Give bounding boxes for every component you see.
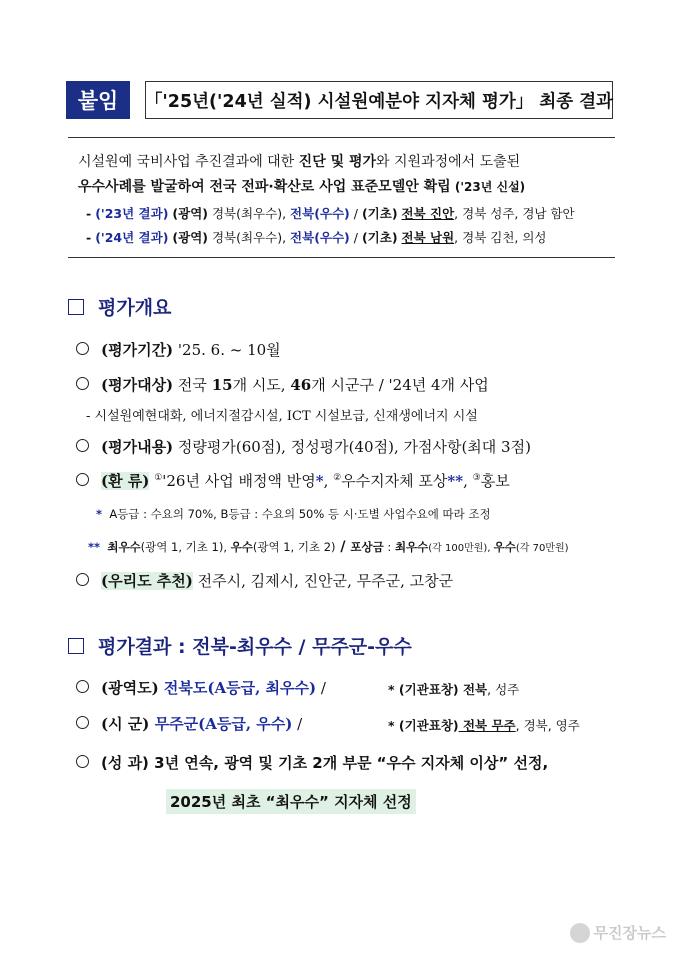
circle-bullet-icon: [76, 342, 89, 355]
circle-bullet-icon: [76, 716, 89, 729]
eval-feedback: (환 류) ①'26년 사업 배정액 반영*, ②우수지자체 포상**, ③홍보: [76, 470, 510, 491]
news-logo-icon: [570, 923, 590, 943]
intro-result-2024: - ('24년 결과) (광역) 경북(최우수), 전북(우수) / (기초) 전북 남원, 경북 김천, 의성: [86, 230, 547, 245]
result-province: (광역도) 전북도(A등급, 최우수) /: [76, 677, 326, 698]
eval-target: (평가대상) 전국 15개 시도, 46개 시군구 / '24년 4개 사업: [76, 374, 489, 395]
intro-top-rule: [68, 137, 615, 138]
eval-period: (평가기간) '25. 6. ~ 10월: [76, 339, 281, 360]
intro-bottom-rule: [68, 257, 615, 258]
square-bullet-icon: [68, 638, 84, 654]
circle-bullet-icon: [76, 573, 89, 586]
attachment-badge: 붙임: [66, 81, 130, 119]
intro-result-2023: - ('23년 결과) (광역) 경북(최우수), 전북(우수) / (기초) 전북 진안, 경북 성주, 경남 함안: [86, 206, 575, 221]
news-watermark: 무진장뉴스: [570, 922, 666, 943]
circle-bullet-icon: [76, 473, 89, 486]
section-result-heading: 평가결과 : 전북-최우수 / 무주군-우수: [68, 632, 412, 659]
circle-bullet-icon: [76, 377, 89, 390]
circle-bullet-icon: [76, 439, 89, 452]
result-achievement: (성 과) 3년 연속, 광역 및 기초 2개 부문 “우수 지자체 이상” 선정,: [76, 752, 548, 773]
result-county: (시 군) 무주군(A등급, 우수) /: [76, 713, 302, 734]
result-province-award-note: * (기관표창) 전북, 성주: [388, 682, 520, 697]
eval-content: (평가내용) 정량평가(60점), 정성평가(40점), 가점사항(최대 3점): [76, 436, 531, 457]
eval-target-projects: - 시설원예현대화, 에너지절감시설, ICT 시설보급, 신재생에너지 시설: [86, 409, 478, 424]
document-title: 「'25년('24년 실적) 시설원예분야 지자체 평가」 최종 결과: [145, 81, 613, 119]
feedback-note-award: ** 최우수(광역 1, 기초 1), 우수(광역 1, 기초 2) / 포상금 : 최우수(각 100만원), 우수(각 70만원): [88, 539, 569, 555]
feedback-note-allocation: * A등급 : 수요의 70%, B등급 : 수요의 50% 등 시·도별 사업수요에 따라 조정: [96, 507, 491, 521]
province-recommendation: (우리도 추천) 전주시, 김제시, 진안군, 무주군, 고창군: [76, 570, 453, 591]
result-achievement-highlight: 2025년 최초 “최우수” 지자체 선정: [166, 789, 416, 814]
circle-bullet-icon: [76, 755, 89, 768]
result-county-award-note: * (기관표창) 전북 무주, 경북, 영주: [388, 718, 580, 733]
intro-line-1: 시설원예 국비사업 추진결과에 대한 진단 및 평가와 지원과정에서 도출된: [78, 154, 521, 170]
square-bullet-icon: [68, 299, 84, 315]
intro-line-2: 우수사례를 발굴하여 전국 전파·확산로 사업 표준모델안 확립 ('23년 신설): [78, 179, 526, 195]
circle-bullet-icon: [76, 680, 89, 693]
section-overview-heading: 평가개요: [68, 293, 171, 320]
